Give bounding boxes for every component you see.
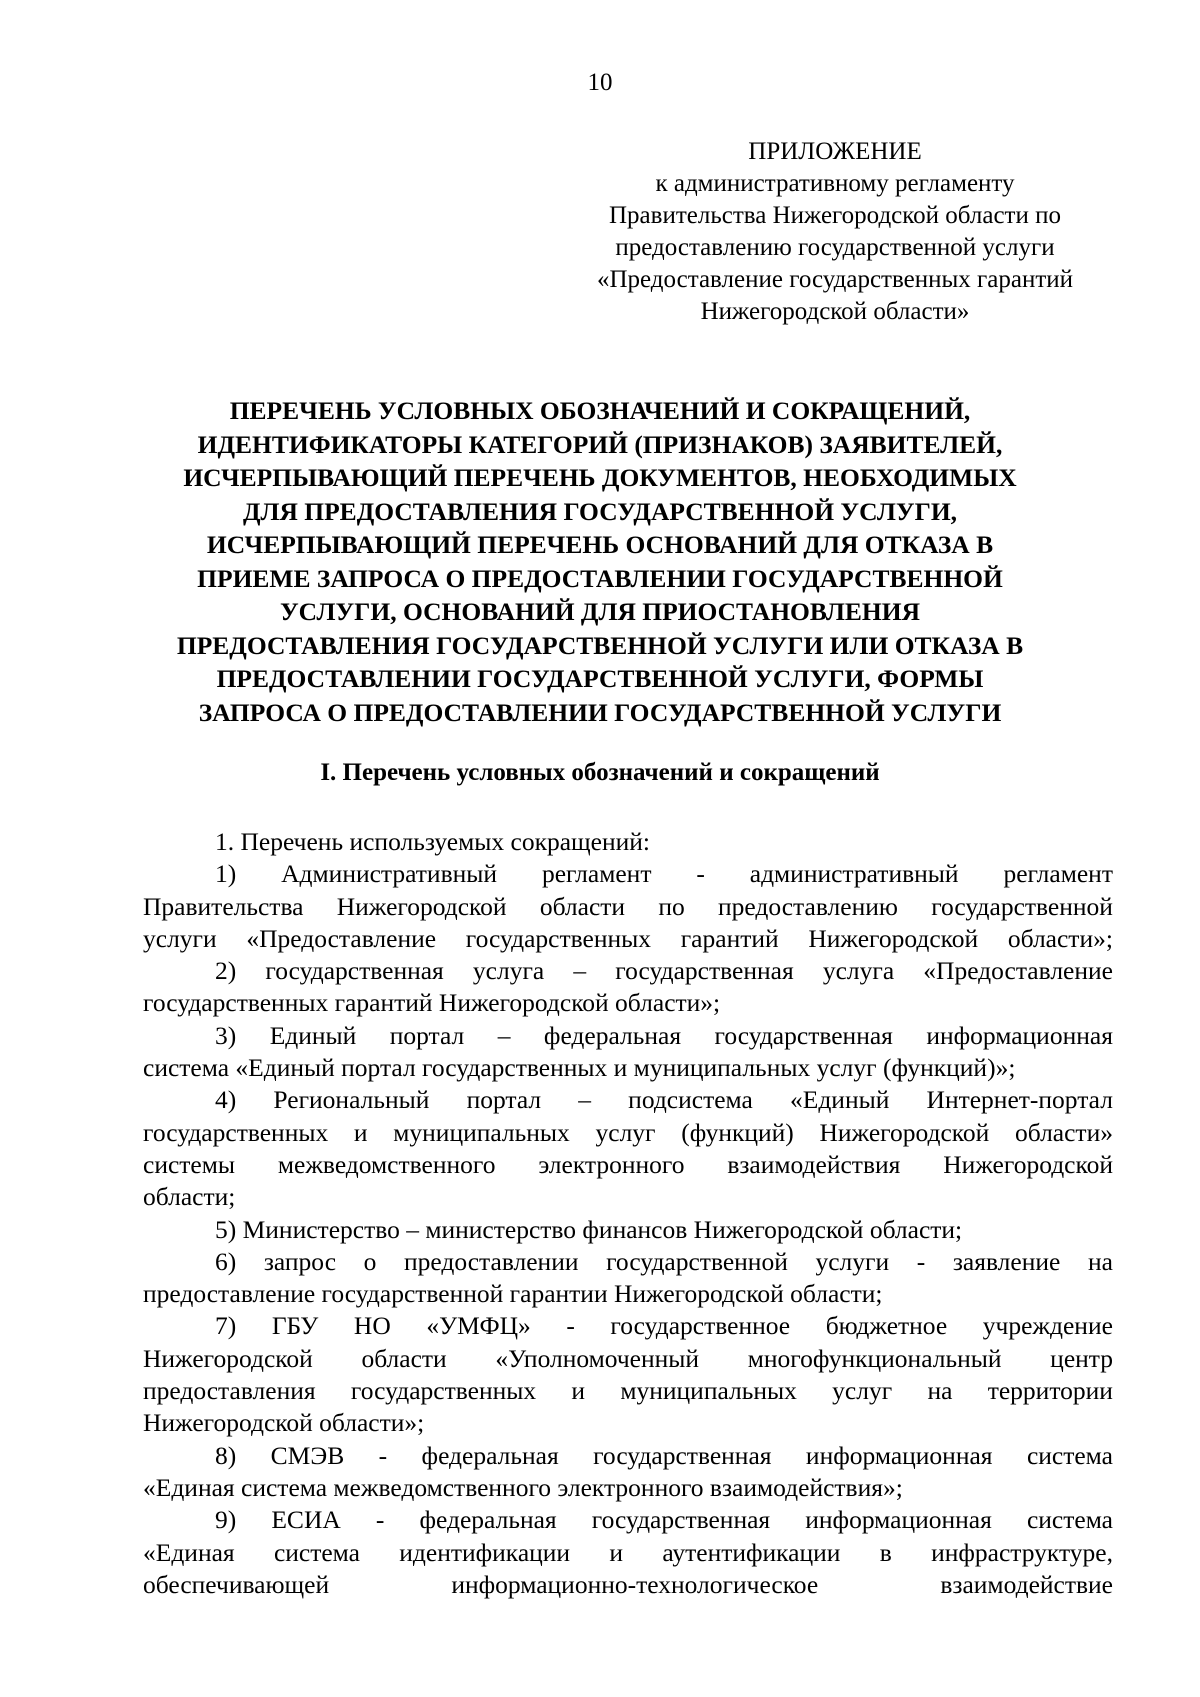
appendix-line: «Предоставление государственных гарантий [596, 266, 1074, 293]
body-word: – [573, 956, 587, 986]
body-word: области»; [1007, 923, 1113, 953]
body-word: Интернет-портал [926, 1085, 1113, 1115]
body-word: СМЭВ [270, 1440, 345, 1470]
body-word: взаимодействия [727, 1149, 901, 1179]
body-word: НО [353, 1311, 391, 1341]
body-line [143, 1020, 1113, 1052]
body-word: учреждение [982, 1311, 1113, 1341]
body-word: 1) [215, 859, 237, 889]
body-line: «Единая система межведомственного электронного взаимодействия»; [143, 1472, 903, 1502]
body-word: системы [143, 1149, 236, 1179]
body-word: предоставлению [718, 891, 898, 921]
body-word: электронного [538, 1149, 685, 1179]
appendix-line: предоставлению государственной услуги [615, 234, 1055, 261]
title-line: ИСЧЕРПЫВАЮЩИЙ ПЕРЕЧЕНЬ ДОКУМЕНТОВ, НЕОБХОДИМЫХ [183, 463, 1017, 492]
body-word: «Предоставление [923, 956, 1113, 986]
body-word: Правительства [143, 891, 304, 921]
body-line [143, 1343, 1113, 1375]
body-word: государственная [615, 956, 794, 986]
body-line [143, 1310, 1113, 1342]
body-line [143, 923, 1113, 955]
body-word: аутентификации [662, 1537, 841, 1567]
body-word: Региональный [273, 1085, 430, 1115]
body-word: 8) [215, 1440, 237, 1470]
body-word: 6) [215, 1246, 237, 1276]
body-word: многофункциональный [747, 1343, 1002, 1373]
body-line [143, 1569, 1113, 1601]
body-word: инфраструктуре, [931, 1537, 1113, 1567]
body-line [143, 1537, 1113, 1569]
title-line: УСЛУГИ, ОСНОВАНИЙ ДЛЯ ПРИОСТАНОВЛЕНИЯ [279, 597, 921, 626]
body-word: и [609, 1537, 624, 1567]
body-word: по [658, 891, 685, 921]
body-word: регламент [541, 859, 652, 889]
body-word: муниципальных [620, 1376, 797, 1406]
body-word: взаимодействие [940, 1569, 1113, 1599]
body-word: Нижегородской [808, 923, 979, 953]
title-line: ПРЕДОСТАВЛЕНИЯ ГОСУДАРСТВЕННОЙ УСЛУГИ ИЛИ ОТКАЗА В [176, 630, 1024, 660]
body-line [143, 891, 1113, 923]
body-word: информационная [805, 1505, 992, 1535]
body-word: государственной [606, 1246, 788, 1276]
body-word: Административный [281, 859, 498, 889]
body-word: услуга [822, 956, 895, 986]
body-word: подсистема [628, 1085, 753, 1115]
body-line: Нижегородской области»; [143, 1408, 425, 1438]
body-word: государственная [714, 1020, 893, 1050]
body-word: гарантий [680, 923, 779, 953]
title-line: ДЛЯ ПРЕДОСТАВЛЕНИЯ ГОСУДАРСТВЕННОЙ УСЛУГИ, [242, 496, 958, 526]
body-word: на [927, 1376, 953, 1406]
appendix-block [540, 136, 1130, 328]
body-word: и [571, 1376, 586, 1406]
body-word: центр [1050, 1343, 1113, 1373]
appendix-line: Правительства Нижегородской области по [609, 202, 1061, 229]
document-title [80, 394, 1120, 729]
appendix-line: ПРИЛОЖЕНИЕ [748, 138, 922, 165]
body-word: информационная [805, 1440, 993, 1470]
body-line [143, 1375, 1113, 1407]
body-word: территории [987, 1376, 1113, 1406]
body-line [143, 1117, 1113, 1149]
body-word: запрос [263, 1246, 337, 1276]
body-word: Нижегородской [943, 1149, 1113, 1179]
body-word: области» [1014, 1117, 1113, 1147]
body-line: области; [143, 1182, 236, 1212]
body-word: - [916, 1246, 926, 1276]
body-word: - [566, 1311, 575, 1341]
body-word: государственных [465, 923, 652, 953]
body-word: – [578, 1085, 592, 1115]
title-line: ПЕРЕЧЕНЬ УСЛОВНЫХ ОБОЗНАЧЕНИЙ И СОКРАЩЕНИЙ, [229, 396, 971, 425]
body-word: - [375, 1505, 385, 1535]
body-word: «Предоставление [246, 923, 437, 953]
body-word: государственное [610, 1311, 791, 1341]
body-word: – [497, 1020, 511, 1050]
title-line: ИСЧЕРПЫВАЮЩИЙ ПЕРЕЧЕНЬ ОСНОВАНИЙ ДЛЯ ОТКАЗА В [206, 530, 994, 559]
title-line: ИДЕНТИФИКАТОРЫ КАТЕГОРИЙ (ПРИЗНАКОВ) ЗАЯВИТЕЛЕЙ, [197, 429, 1003, 459]
body-word: межведомственного [277, 1149, 496, 1179]
title-line: ПРИЕМЕ ЗАПРОСА О ПРЕДОСТАВЛЕНИИ ГОСУДАРСТВЕННОЙ [197, 563, 1003, 593]
body-line [143, 1440, 1113, 1472]
body-word: государственных [143, 1117, 329, 1147]
body-word: портал [389, 1020, 465, 1050]
body-word: и [353, 1117, 368, 1147]
body-text [143, 826, 1113, 1601]
body-word: федеральная [421, 1440, 559, 1470]
body-word: государственная [265, 956, 444, 986]
body-word: услуг [832, 1376, 893, 1406]
body-word: 3) [215, 1020, 237, 1050]
body-word: в [879, 1537, 892, 1567]
appendix-line: к административному регламенту [655, 170, 1015, 197]
body-word: на [1087, 1246, 1113, 1276]
body-word: государственной [931, 891, 1113, 921]
title-line: ПРЕДОСТАВЛЕНИИ ГОСУДАРСТВЕННОЙ УСЛУГИ, ФОРМЫ [216, 664, 984, 693]
body-word: Нижегородской [143, 1343, 313, 1373]
body-line [143, 1149, 1113, 1181]
body-word: административный [749, 859, 959, 889]
section-heading: I. Перечень условных обозначений и сокращений [320, 759, 880, 786]
body-word: бюджетное [825, 1311, 948, 1341]
body-word: Единый [269, 1020, 357, 1050]
body-word: информационная [926, 1020, 1113, 1050]
body-line [143, 1246, 1113, 1278]
appendix-line: Нижегородской области» [700, 298, 970, 325]
body-word: ГБУ [271, 1311, 319, 1341]
body-word: - [696, 859, 705, 889]
body-word: государственных [350, 1376, 537, 1406]
body-word: портал [466, 1085, 542, 1115]
body-word: области [539, 891, 626, 921]
body-word: «Единый [790, 1085, 890, 1115]
body-word: государственная [591, 1505, 771, 1535]
body-word: «Уполномоченный [495, 1343, 700, 1373]
body-word: 7) [215, 1311, 237, 1341]
page-number: 10 [587, 69, 613, 96]
body-word: предоставлении [403, 1246, 579, 1276]
body-word: услуги [143, 923, 217, 953]
body-word: 4) [215, 1085, 237, 1115]
body-line: 1. Перечень используемых сокращений: [215, 827, 651, 856]
body-word: о [363, 1246, 377, 1276]
body-word: обеспечивающей [143, 1569, 330, 1599]
body-word: услуг [595, 1117, 656, 1147]
body-word: «Единая [143, 1537, 235, 1567]
body-word: регламент [1003, 859, 1113, 889]
body-line [143, 858, 1113, 890]
body-word: идентификации [399, 1537, 571, 1567]
body-word: предоставления [143, 1376, 316, 1406]
body-word: система [273, 1537, 360, 1567]
body-word: услуги [815, 1246, 890, 1276]
body-line [143, 955, 1113, 987]
body-word: (функций) [681, 1117, 794, 1147]
body-word: информационно-технологическое [451, 1569, 819, 1599]
body-word: государственная [593, 1440, 772, 1470]
body-word: федеральная [419, 1505, 557, 1535]
body-word: Нижегородской [336, 891, 507, 921]
body-word: области [361, 1343, 447, 1373]
body-line: система «Единый портал государственных и муниципальных услуг (функций)»; [143, 1053, 1016, 1083]
body-word: «УМФЦ» [426, 1311, 531, 1341]
body-word: ЕСИА [271, 1505, 341, 1535]
body-word: 9) [215, 1505, 237, 1535]
body-word: - [378, 1440, 388, 1470]
body-line: 5) Министерство – министерство финансов Нижегородской области; [215, 1214, 963, 1244]
body-line: предоставление государственной гарантии Нижегородской области; [143, 1279, 883, 1309]
body-word: федеральная [543, 1020, 682, 1050]
body-word: услуга [472, 956, 545, 986]
title-line: ЗАПРОСА О ПРЕДОСТАВЛЕНИИ ГОСУДАРСТВЕННОЙ УСЛУГИ [198, 697, 1002, 727]
body-word: система [1026, 1440, 1113, 1470]
body-line: государственных гарантий Нижегородской области»; [143, 988, 721, 1018]
body-word: 2) [215, 956, 237, 986]
body-word: система [1026, 1505, 1113, 1535]
body-word: муниципальных [393, 1117, 570, 1147]
body-word: заявление [952, 1246, 1061, 1276]
body-word: Нижегородской [819, 1117, 990, 1147]
body-line [143, 1084, 1113, 1116]
body-line [143, 1504, 1113, 1536]
